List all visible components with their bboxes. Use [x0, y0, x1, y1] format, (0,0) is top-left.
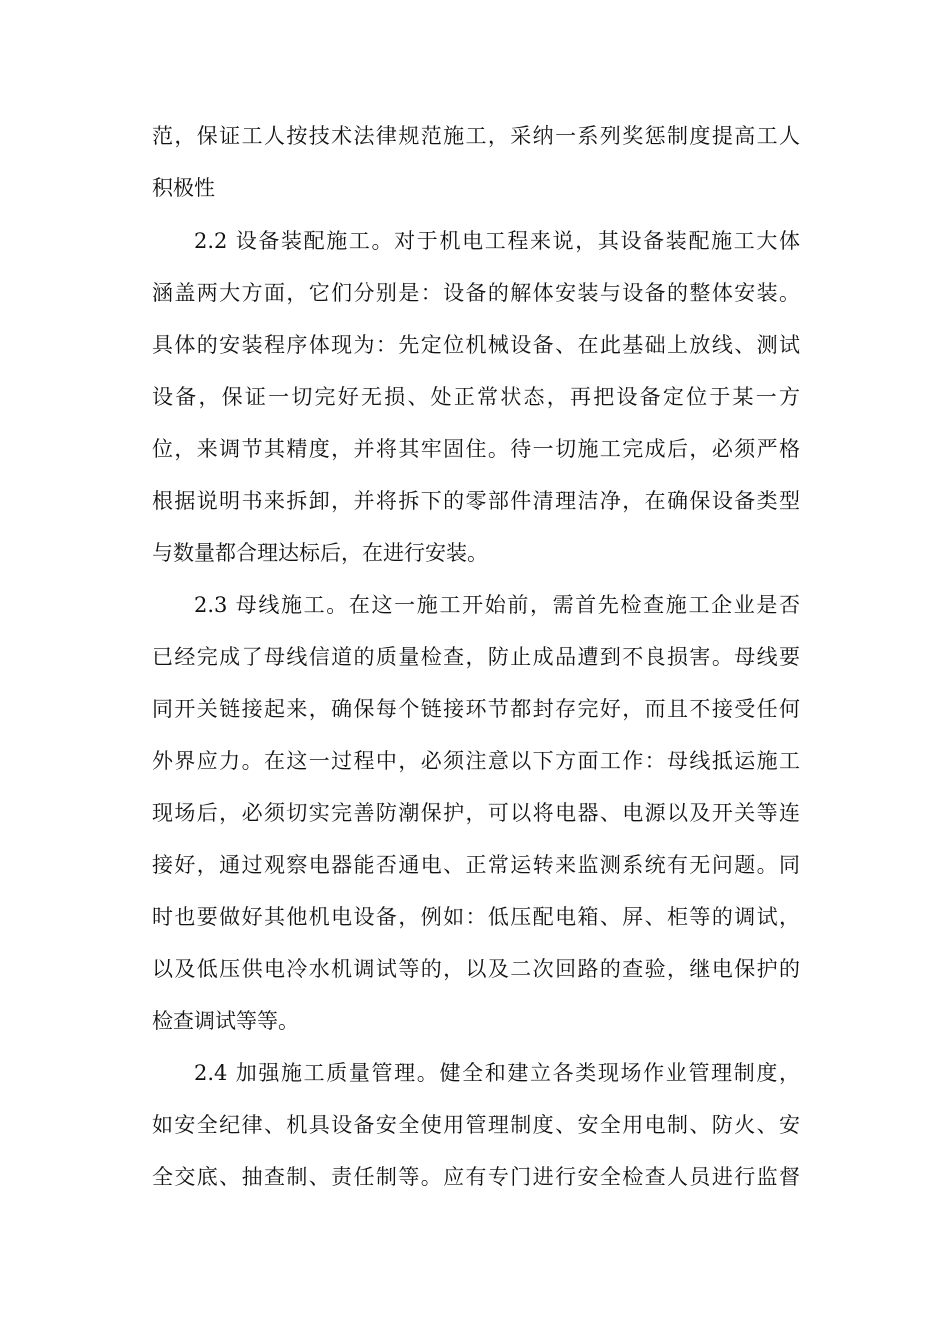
text-line: 位，来调节其精度，并将其牢固住。待一切施工完成后，必须严格: [152, 437, 800, 461]
text-line: 2.3 母线施工。在这一施工开始前，需首先检查施工企业是否: [194, 593, 800, 617]
text-line: 接好，通过观察电器能否通电、正常运转来监测系统有无问题。同: [152, 853, 800, 877]
text-line: 外界应力。在这一过程中，必须注意以下方面工作：母线抵运施工: [152, 749, 800, 773]
text-line: 检查调试等等。: [152, 1009, 299, 1033]
text-line: 2.2 设备装配施工。对于机电工程来说，其设备装配施工大体: [194, 229, 800, 253]
text-line: 同开关链接起来，确保每个链接环节都封存完好，而且不接受任何: [152, 697, 800, 721]
text-line: 范，保证工人按技术法律规范施工，采纳一系列奖惩制度提高工人: [152, 124, 800, 148]
text-line: 全交底、抽查制、责任制等。应有专门进行安全检查人员进行监督: [152, 1165, 800, 1189]
text-line: 设备，保证一切完好无损、处正常状态，再把设备定位于某一方: [152, 385, 800, 409]
text-line: 与数量都合理达标后，在进行安装。: [152, 541, 488, 565]
text-line: 根据说明书来拆卸，并将拆下的零部件清理洁净，在确保设备类型: [152, 489, 800, 513]
text-line: 涵盖两大方面，它们分别是：设备的解体安装与设备的整体安装。: [152, 281, 800, 305]
text-line: 现场后，必须切实完善防潮保护，可以将电器、电源以及开关等连: [152, 801, 800, 825]
text-line: 时也要做好其他机电设备，例如：低压配电箱、屏、柜等的调试，: [152, 905, 800, 929]
text-line: 积极性: [152, 176, 215, 200]
text-line: 2.4 加强施工质量管理。健全和建立各类现场作业管理制度，: [194, 1061, 800, 1085]
text-line: 以及低压供电冷水机调试等的，以及二次回路的查验，继电保护的: [152, 957, 800, 981]
text-line: 具体的安装程序体现为：先定位机械设备、在此基础上放线、测试: [152, 333, 800, 357]
text-line: 如安全纪律、机具设备安全使用管理制度、安全用电制、防火、安: [152, 1113, 800, 1137]
text-line: 已经完成了母线信道的质量检查，防止成品遭到不良损害。母线要: [152, 645, 800, 669]
